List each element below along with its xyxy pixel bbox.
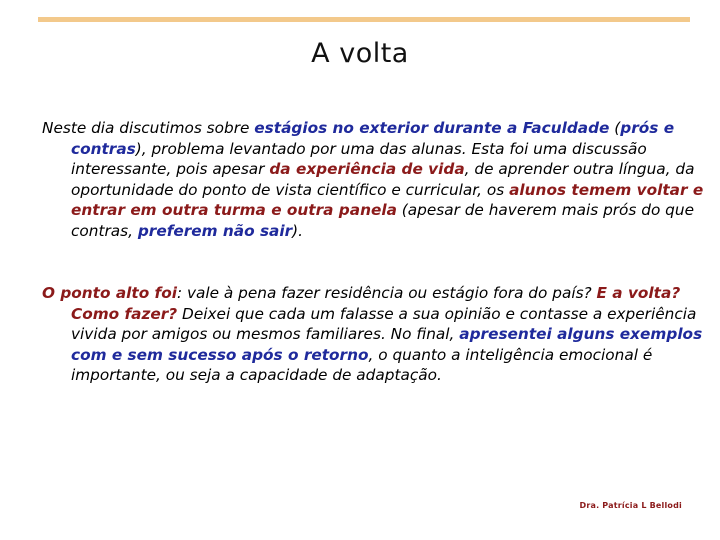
p1-emphasis-topic: estágios no exterior durante a Faculdade xyxy=(254,119,610,137)
p1-text-6: ). xyxy=(292,221,304,240)
p1-text-3: ), problema levantado por uma das alunas. Esta foi uma discussão interessante, pois apesar xyxy=(71,139,647,179)
p2-text-2: Deixei que cada um falasse a sua opinião e contasse a experiência vivida por amigos ou mesmos familiares. No final, xyxy=(71,304,697,344)
p2-emphasis-return-question: E a volta? Como fazer? xyxy=(71,284,681,323)
p1-text-2: ( xyxy=(609,119,621,137)
top-decorative-rule xyxy=(38,17,690,22)
paragraph-highlight xyxy=(42,283,711,386)
p1-emphasis-prefer-not-leave: preferem não sair xyxy=(137,221,293,240)
p2-emphasis-high-point: O ponto alto foi xyxy=(42,284,177,302)
p1-emphasis-life-experience: da experiência de vida xyxy=(269,160,465,179)
footer-author: Dra. Patrícia L Bellodi xyxy=(579,501,682,510)
paragraph-discussion xyxy=(42,118,711,242)
p1-text-5: (apesar de haverem mais prós do que contras, xyxy=(71,201,695,240)
p1-text-1: Neste dia discutimos sobre xyxy=(42,119,255,137)
slide-title: A volta xyxy=(311,38,409,69)
p1-emphasis-pros-cons: prós e contras xyxy=(71,119,675,158)
p1-emphasis-students-fear: alunos temem voltar e entrar em outra turma e outra panela xyxy=(71,180,704,220)
p2-emphasis-examples: apresentei alguns exemplos com e sem sucesso após o retorno xyxy=(71,325,703,364)
p1-text-4: , de aprender outra língua, da oportunidade do ponto de vista científico e curricular, os xyxy=(71,160,695,199)
p2-text-1: : vale à pena fazer residência ou estágio fora do país? xyxy=(176,284,597,302)
p2-text-3: , o quanto a inteligência emocional é importante, ou seja a capacidade de adaptação. xyxy=(71,345,653,385)
